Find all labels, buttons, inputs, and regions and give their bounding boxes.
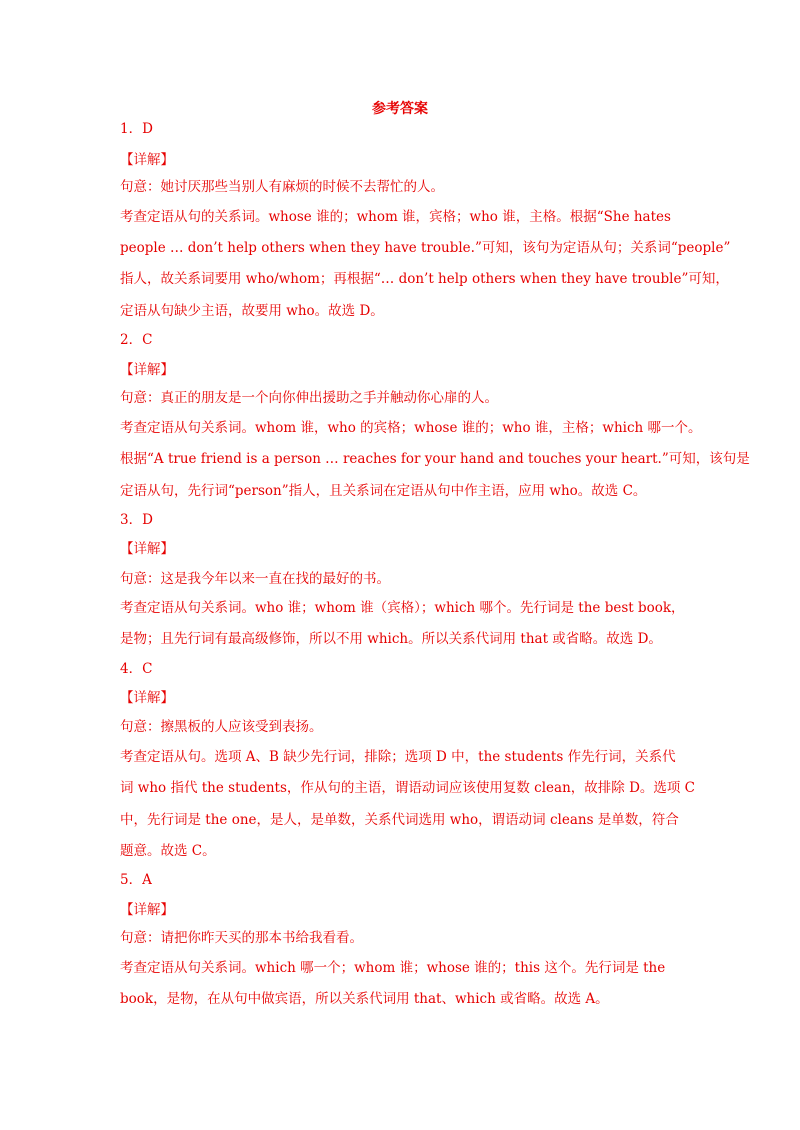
explanation-line: 指人，故关系词要用 who/whom；再根据“… don’t help others when they have trouble”可知， xyxy=(120,271,729,287)
explanation-line: 考查定语从句关系词。who 谁；whom 谁（宾格）；which 哪个。先行词是 the best book， xyxy=(120,600,685,616)
answer-number: 1．D xyxy=(120,121,153,137)
explanation-line: 定语从句缺少主语，故要用 who。故选 D。 xyxy=(120,303,384,319)
explanation-line: 考查定语从句关系词。which 哪一个；whom 谁；whose 谁的；this 这个。先行词是 the xyxy=(120,960,666,976)
explanation-line: 句意：擦黑板的人应该受到表扬。 xyxy=(120,719,323,735)
explanation-line: 根据“A true friend is a person … reaches for your hand and touches your heart.”可知，该句是 xyxy=(120,451,750,467)
explanation-line: 考查定语从句的关系词。whose 谁的；whom 谁，宾格；who 谁，主格。根据“She hates xyxy=(120,209,671,225)
explanation-line: 句意：她讨厌那些当别人有麻烦的时候不去帮忙的人。 xyxy=(120,179,444,195)
explanation-line: 考查定语从句。选项 A、B 缺少先行词，排除；选项 D 中，the students 作先行词，关系代 xyxy=(120,749,676,765)
explanation-line: 句意：请把你昨天买的那本书给我看看。 xyxy=(120,930,363,946)
explanation-line: 中，先行词是 the one，是人，是单数，关系代词选用 who，谓语动词 cleans 是单数，符合 xyxy=(120,812,679,828)
explanation-line: 词 who 指代 the students，作从句的主语，谓语动词应该使用复数 clean，故排除 D。选项 C xyxy=(120,780,696,796)
answer-number: 5．A xyxy=(120,872,152,888)
answer-number: 3．D xyxy=(120,512,153,528)
explanation-tag: 【详解】 xyxy=(120,690,174,706)
explanation-line: 是物；且先行词有最高级修饰，所以不用 which。所以关系代词用 that 或省略。故选 D。 xyxy=(120,631,662,647)
explanation-line: 定语从句，先行词“person”指人，且关系词在定语从句中作主语，应用 who。故选 C。 xyxy=(120,483,647,499)
explanation-line: 考查定语从句关系词。whom 谁，who 的宾格；whose 谁的；who 谁，主格；which 哪一个。 xyxy=(120,420,702,436)
explanation-tag: 【详解】 xyxy=(120,152,174,168)
explanation-line: 句意：真正的朋友是一个向你伸出援助之手并触动你心扉的人。 xyxy=(120,390,498,406)
explanation-tag: 【详解】 xyxy=(120,541,174,557)
explanation-tag: 【详解】 xyxy=(120,362,174,378)
explanation-tag: 【详解】 xyxy=(120,902,174,918)
explanation-line: 题意。故选 C。 xyxy=(120,843,216,859)
answer-number: 2．C xyxy=(120,332,153,348)
explanation-line: people … don’t help others when they have trouble.”可知，该句为定语从句；关系词“people” xyxy=(120,240,731,256)
explanation-line: 句意：这是我今年以来一直在找的最好的书。 xyxy=(120,571,390,587)
answer-number: 4．C xyxy=(120,661,153,677)
page-title: 参考答案 xyxy=(372,101,428,117)
explanation-line: book，是物，在从句中做宾语，所以关系代词用 that、which 或省略。故选 A。 xyxy=(120,991,609,1007)
